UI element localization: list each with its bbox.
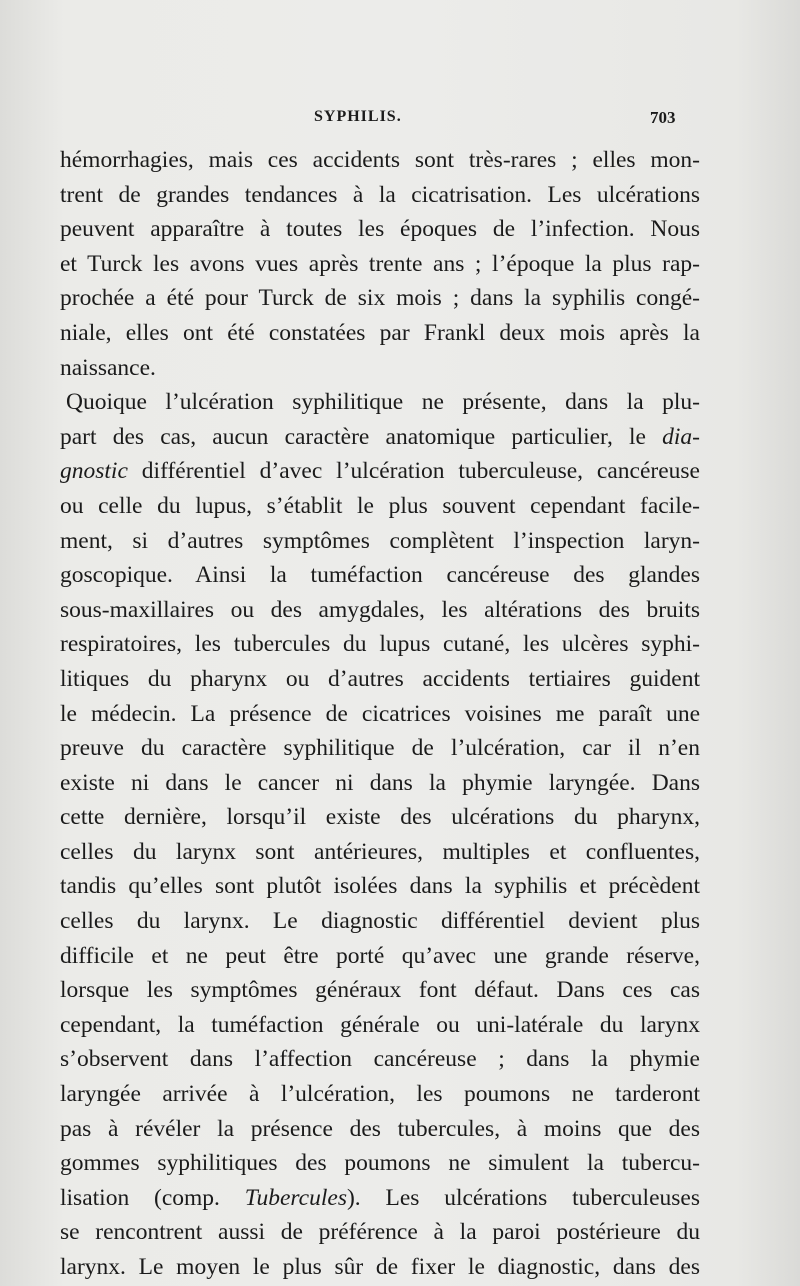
text-line: ment, si d’autres symptômes complètent l’inspection laryn- <box>60 527 700 554</box>
italic-term: Tubercules <box>244 1184 347 1211</box>
page-number: 703 <box>650 108 676 127</box>
text-line: respiratoires, les tubercules du lupus cutané, les ulcères syphi- <box>60 631 700 658</box>
running-title: SYPHILIS. <box>314 108 402 125</box>
text-line: lorsque les symptômes généraux font défaut. Dans ces cas <box>60 977 700 1004</box>
text-line: sous-maxillaires ou des amygdales, les altérations des bruits <box>60 596 700 623</box>
running-head <box>0 108 800 136</box>
text-line: ou celle du lupus, s’établit le plus souvent cependant facile- <box>60 492 700 519</box>
text-line: litiques du pharynx ou d’autres accidents tertiaires guident <box>60 665 700 692</box>
text-line: celles du larynx. Le diagnostic différentiel devient plus <box>60 908 700 935</box>
text-line: et Turck les avons vues après trente ans ; l’époque la plus rap- <box>60 250 700 277</box>
text-line: celles du larynx sont antérieures, multiples et confluentes, <box>60 838 700 865</box>
text-line: laryngée arrivée à l’ulcération, les poumons ne tarderont <box>60 1081 700 1108</box>
text-line: lisation (comp. Tubercules). Les ulcérations tuberculeuses <box>60 1184 700 1211</box>
text-line: hémorrhagies, mais ces accidents sont très-rares ; elles mon- <box>60 147 700 173</box>
text-line: naissance. <box>60 354 156 381</box>
text-line: preuve du caractère syphilitique de l’ulcération, car il n’en <box>60 735 700 762</box>
text-line: goscopique. Ainsi la tuméfaction cancéreuse des glandes <box>60 562 700 589</box>
text-line: part des cas, aucun caractère anatomique particulier, le dia- <box>60 423 700 450</box>
text-line: pas à révéler la présence des tubercules, à moins que des <box>60 1115 700 1142</box>
text-line: s’observent dans l’affection cancéreuse ; dans la phymie <box>60 1046 700 1073</box>
text-line: cependant, la tuméfaction générale ou uni-latérale du larynx <box>60 1011 700 1038</box>
body-text <box>60 143 700 1285</box>
text-line: trent de grandes tendances à la cicatrisation. Les ulcérations <box>60 181 700 208</box>
text-line: difficile et ne peut être porté qu’avec une grande réserve, <box>60 942 700 969</box>
italic-term: dia- <box>662 423 700 450</box>
text-line: peuvent apparaître à toutes les époques de l’infection. Nous <box>60 216 700 243</box>
text-line: tandis qu’elles sont plutôt isolées dans la syphilis et précèdent <box>60 873 700 900</box>
text-line: se rencontrent aussi de préférence à la paroi postérieure du <box>60 1219 700 1246</box>
text-line: le médecin. La présence de cicatrices voisines me paraît une <box>60 700 700 727</box>
text-line: cette dernière, lorsqu’il existe des ulcérations du pharynx, <box>60 804 700 831</box>
text-line: larynx. Le moyen le plus sûr de fixer le diagnostic, dans des <box>60 1254 700 1280</box>
italic-term: gnostic <box>60 458 128 485</box>
text-line: existe ni dans le cancer ni dans la phymie laryngée. Dans <box>60 769 700 796</box>
text-line: gommes syphilitiques des poumons ne simulent la tubercu- <box>60 1150 700 1177</box>
text-line: Quoique l’ulcération syphilitique ne présente, dans la plu- <box>66 389 700 416</box>
text-line: gnostic différentiel d’avec l’ulcération tuberculeuse, cancéreuse <box>60 458 700 485</box>
text-line: niale, elles ont été constatées par Frankl deux mois après la <box>60 319 700 346</box>
text-line: prochée a été pour Turck de six mois ; dans la syphilis congé- <box>60 285 700 312</box>
